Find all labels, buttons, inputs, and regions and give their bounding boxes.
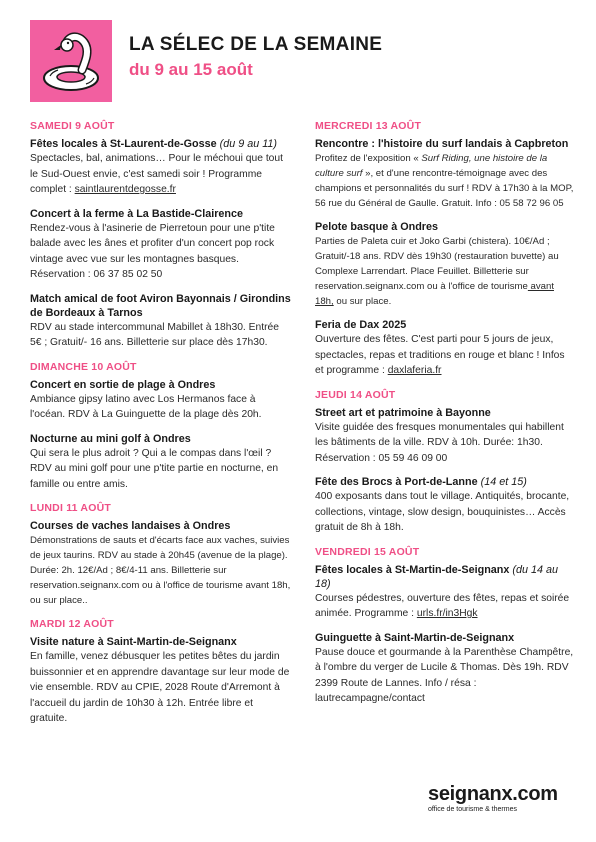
- event-title: [30, 137, 292, 151]
- day-mercredi: [315, 120, 575, 379]
- event-body: Visite guidée des fresques monumentales qui habillent les bâtiments de la ville. RDV à 10h. Durée: 1h30. Réservation : 05 59 46 09 00: [315, 421, 564, 464]
- logo: [30, 20, 112, 102]
- event-body: Qui sera le plus adroit ? Qui a le compas dans l'œil ? RDV au mini golf pour une p'tite partie en nocturne, en famille ou entre amis.: [30, 447, 279, 490]
- event-title: Match amical de foot Aviron Bayonnais / Girondins de Bordeaux à Tarnos: [30, 292, 291, 319]
- brand-name: seignanx.com: [428, 783, 558, 805]
- event-body: [30, 151, 292, 198]
- event-title: Guinguette à Saint-Martin-de-Seignanx: [315, 631, 515, 644]
- event: [30, 207, 292, 283]
- event-title-text: Fêtes locales à St-Martin-de-Seignanx: [315, 563, 510, 576]
- event-text: ou sur place.: [333, 296, 392, 307]
- expo-title: Surf Riding, une histoire de la culture surf: [315, 153, 548, 179]
- event-body: Pause douce et gourmande à la Parenthèse Champêtre, à l'ombre du verger de Lucile & Thomas. Dès 19h. RDV 2399 Route de Lannes. Info / résa : lautrecampagne/contact: [315, 646, 574, 704]
- day-dimanche: [30, 361, 292, 493]
- event-text: Courses pédestres, ouverture des fêtes, repas et soirée animée. Programme :: [315, 592, 570, 619]
- event-link: avant 18h,: [315, 281, 554, 307]
- event-title: Street art et patrimoine à Bayonne: [315, 406, 491, 419]
- day-heading: MARDI 12 AOÛT: [30, 618, 114, 630]
- event-link[interactable]: urls.fr/in3Hgk: [416, 608, 478, 619]
- day-lundi: [30, 502, 292, 608]
- event-text: », et d'une rencontre-témoignage avec des champions et personnalités du surf ! RDV à 17h30 à la MOP, 56 rue du Général de Gaulle. Gratuit. Info : 05 58 72 96 05: [315, 168, 574, 209]
- page-subtitle: du 9 au 15 août: [129, 60, 253, 79]
- event-title: Concert en sortie de plage à Ondres: [30, 378, 216, 391]
- flamingo-float-icon: [30, 20, 112, 102]
- brand-tagline: office de tourisme & thermes: [428, 806, 517, 813]
- event: [30, 292, 292, 351]
- event-body: Démonstrations de sauts et d'écarts face aux vaches, suivies de jeux taurins. RDV au stade à 20h45 (avenue de la plage). Durée: 2h. 12€/Ad ; 8€/4-11 ans. Billetterie sur reservation.seignanx.com ou à l'office de tourisme avant 18h, ou sur place..: [30, 535, 291, 606]
- day-samedi: [30, 120, 292, 351]
- event-body: [315, 591, 575, 622]
- event: [315, 137, 575, 211]
- event-text: Parties de Paleta cuir et Joko Garbi (chistera). 10€/Ad ; Gratuit/-18 ans. RDV dès 19h30 (restauration buvette) au Complexe Larrendart. Place Feuillet. Billetterie sur reservation.seignanx.com ou à l'office de tourisme: [315, 236, 559, 292]
- event-body: En famille, venez débusquer les petites bêtes du jardin buissonnier et en apprendre davantage sur leur mode de vie ensemble. RDV au CPIE, 2028 Route d'Arremont à l'accueil du jardin de 10h30 à 12h. Entrée libre et gratuite.: [30, 651, 290, 724]
- brand-logo: [428, 783, 558, 814]
- event-title: Feria de Dax 2025: [315, 319, 407, 331]
- event-title: Concert à la ferme à La Bastide-Clairence: [30, 207, 244, 220]
- event-text: Spectacles, bal, animations… Pour le méchoui que tout le Sud-Ouest envie, c'est samedi soir ! Programme complet :: [30, 153, 283, 195]
- day-heading: MERCREDI 13 AOÛT: [315, 120, 422, 132]
- event: [315, 220, 575, 309]
- event-title: Visite nature à Saint-Martin-de-Seignanx: [30, 636, 237, 648]
- event-dates: (du 9 au 11): [219, 138, 278, 150]
- event-link[interactable]: saintlaurentdegosse.fr: [74, 184, 176, 195]
- event: [30, 519, 292, 608]
- event: [30, 635, 292, 727]
- event-dates: (du 14 au 18): [315, 563, 559, 590]
- event-dates: (14 et 15): [480, 476, 527, 488]
- day-heading: SAMEDI 9 AOÛT: [30, 120, 115, 132]
- event-body: [315, 332, 575, 379]
- event: [30, 432, 292, 493]
- event-link[interactable]: daxlaferia.fr: [387, 365, 442, 376]
- day-mardi: [30, 618, 292, 727]
- event-text: Ouverture des fêtes. C'est parti pour 5 jours de jeux, spectacles, repas et traditions en rouge et blanc ! Infos et programme :: [315, 334, 565, 376]
- event-title: [315, 563, 575, 591]
- event: [315, 318, 575, 379]
- event-body: [315, 234, 575, 309]
- left-column: [30, 120, 292, 737]
- event-body: [315, 151, 575, 211]
- day-heading: JEUDI 14 AOÛT: [315, 388, 396, 401]
- event: [315, 563, 575, 622]
- page-title: LA SÉLEC DE LA SEMAINE: [129, 34, 383, 55]
- event-title: Pelote basque à Ondres: [315, 221, 439, 233]
- event-title: Courses de vaches landaises à Ondres: [30, 520, 231, 532]
- event: [30, 378, 292, 423]
- event-body: RDV au stade intercommunal Mabillet à 18h30. Entrée 5€ ; Gratuit/- 16 ans. Billetterie sur place dès 17h30.: [30, 321, 279, 348]
- day-heading: VENDREDI 15 AOÛT: [315, 545, 420, 558]
- event-title: [315, 475, 575, 489]
- event-body: 400 exposants dans tout le village. Antiquités, brocante, collections, vintage, slow design, bouquinistes… Accès gratuit de 8h à 18h.: [315, 491, 570, 533]
- event: [315, 631, 575, 707]
- event-text: Profitez de l'exposition «: [315, 153, 422, 164]
- event: [315, 406, 575, 467]
- event: [30, 137, 292, 198]
- day-jeudi: [315, 389, 575, 536]
- event-title: Rencontre : l'histoire du surf landais à Capbreton: [315, 138, 569, 150]
- event-title: Nocturne au mini golf à Ondres: [30, 432, 191, 445]
- event-title-text: Fêtes locales à St-Laurent-de-Gosse: [30, 138, 217, 150]
- event-title-text: Fête des Brocs à Port-de-Lanne: [315, 476, 478, 488]
- event: [315, 475, 575, 536]
- day-vendredi: [315, 546, 575, 707]
- event-body: Ambiance gipsy latino avec Los Hermanos face à l'océan. RDV à La Guinguette de la plage dès 20h.: [30, 393, 262, 420]
- day-heading: DIMANCHE 10 AOÛT: [30, 360, 137, 373]
- right-column: [315, 120, 575, 717]
- event-body: Rendez-vous à l'asinerie de Pierretoun pour une p'tite balade avec les ânes et profiter d'un concert pop rock vintage avec vue sur les montagnes basques. Réservation : 06 37 85 02 50: [30, 222, 275, 280]
- day-heading: LUNDI 11 AOÛT: [30, 502, 111, 514]
